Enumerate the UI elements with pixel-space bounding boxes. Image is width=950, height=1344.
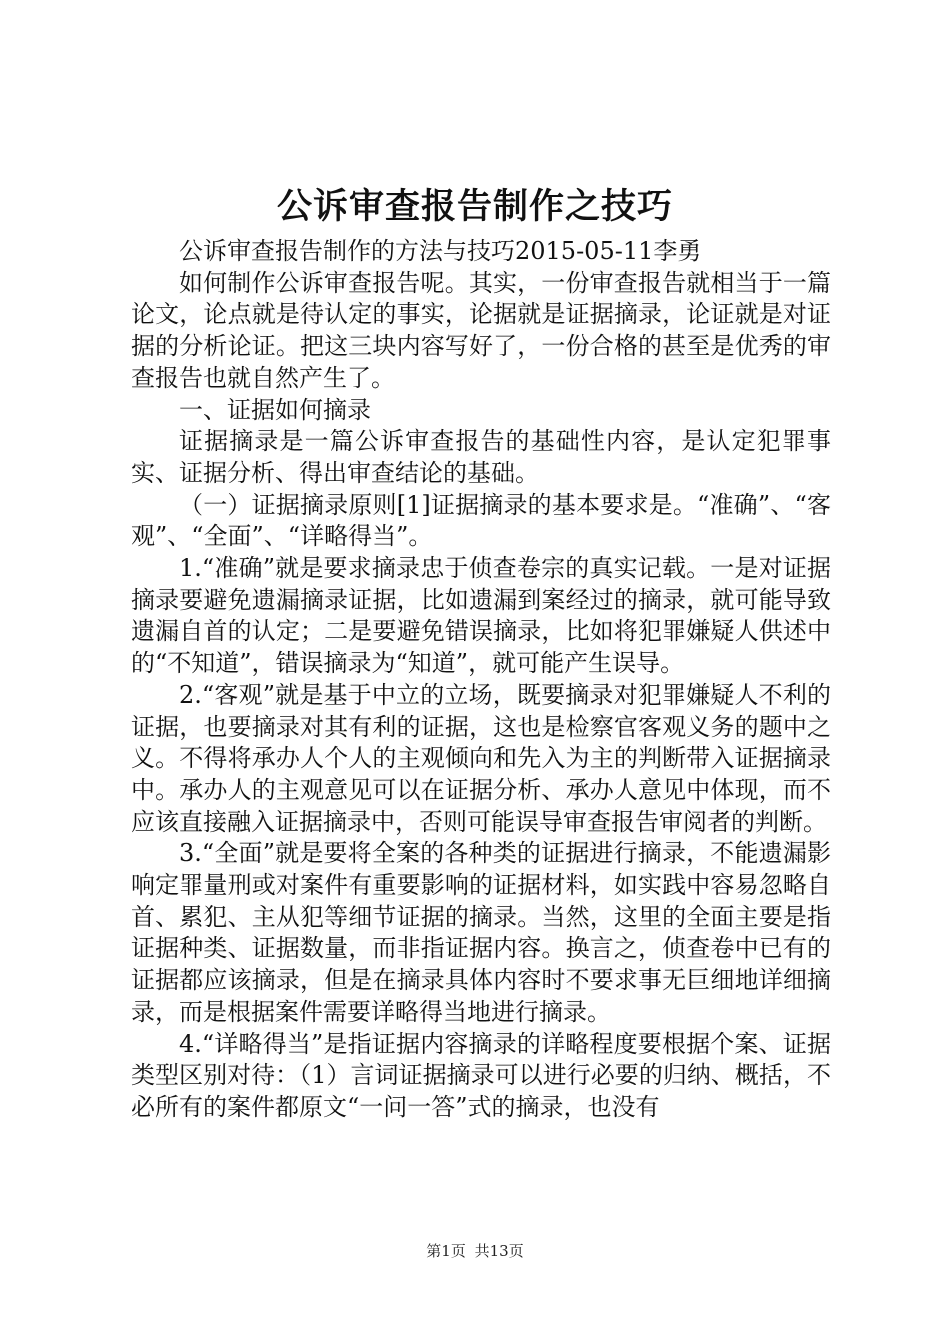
page-total: 共13页	[474, 1242, 524, 1260]
page-number: 第1页	[426, 1242, 466, 1260]
paragraph-intro: 如何制作公诉审查报告呢。其实，一份审查报告就相当于一篇论文，论点就是待认定的事实，论据就是证据摘录，论证就是对证据的分析论证。把这三块内容写好了，一份合格的甚至是优秀的审查报告也就自然产生了。	[131, 268, 831, 392]
paragraph-item-4: 4.“详略得当”是指证据内容摘录的详略程度要根据个案、证据类型区别对待：（1）言词证据摘录可以进行必要的归纳、概括，不必所有的案件都原文“一问一答”式的摘录，也没有	[131, 1029, 831, 1121]
paragraph-item-1: 1.“准确”就是要求摘录忠于侦查卷宗的真实记载。一是对证据摘录要避免遗漏摘录证据，比如遗漏到案经过的摘录，就可能导致遗漏自首的认定；二是要避免错误摘录，比如将犯罪嫌疑人供述中的“不知道”，错误摘录为“知道”，就可能产生误导。	[131, 554, 831, 678]
paragraph-principles: （一）证据摘录原则[1]证据摘录的基本要求是。“准确”、“客观”、“全面”、“详略得当”。	[131, 490, 831, 551]
paragraph-item-3: 3.“全面”就是要将全案的各种类的证据进行摘录，不能遗漏影响定罪量刑或对案件有重要影响的证据材料，如实践中容易忽略自首、累犯、主从犯等细节证据的摘录。当然，这里的全面主要是指证据种类、证据数量，而非指证据内容。换言之，侦查卷中已有的证据都应该摘录，但是在摘录具体内容时不要求事无巨细地详细摘录，而是根据案件需要详略得当地进行摘录。	[131, 839, 831, 1026]
document-title: 公诉审查报告制作之技巧	[276, 186, 673, 227]
section-heading: 一、证据如何摘录	[179, 395, 371, 424]
paragraph: 证据摘录是一篇公诉审查报告的基础性内容，是认定犯罪事实、证据分析、得出审查结论的基础。	[131, 427, 831, 487]
paragraph-item-2: 2.“客观”就是基于中立的立场，既要摘录对犯罪嫌疑人不利的证据，也要摘录对其有利的证据，这也是检察官客观义务的题中之义。不得将承办人个人的主观倾向和先入为主的判断带入证据摘录中。承办人的主观意见可以在证据分析、承办人意见中体现，而不应该直接融入证据摘录中，否则可能误导审查报告审阅者的判断。	[131, 680, 831, 836]
document-body	[131, 236, 831, 1124]
page-footer	[0, 1240, 950, 1262]
paragraph-subtitle: 公诉审查报告制作的方法与技巧2015-05-11李勇	[179, 237, 702, 265]
